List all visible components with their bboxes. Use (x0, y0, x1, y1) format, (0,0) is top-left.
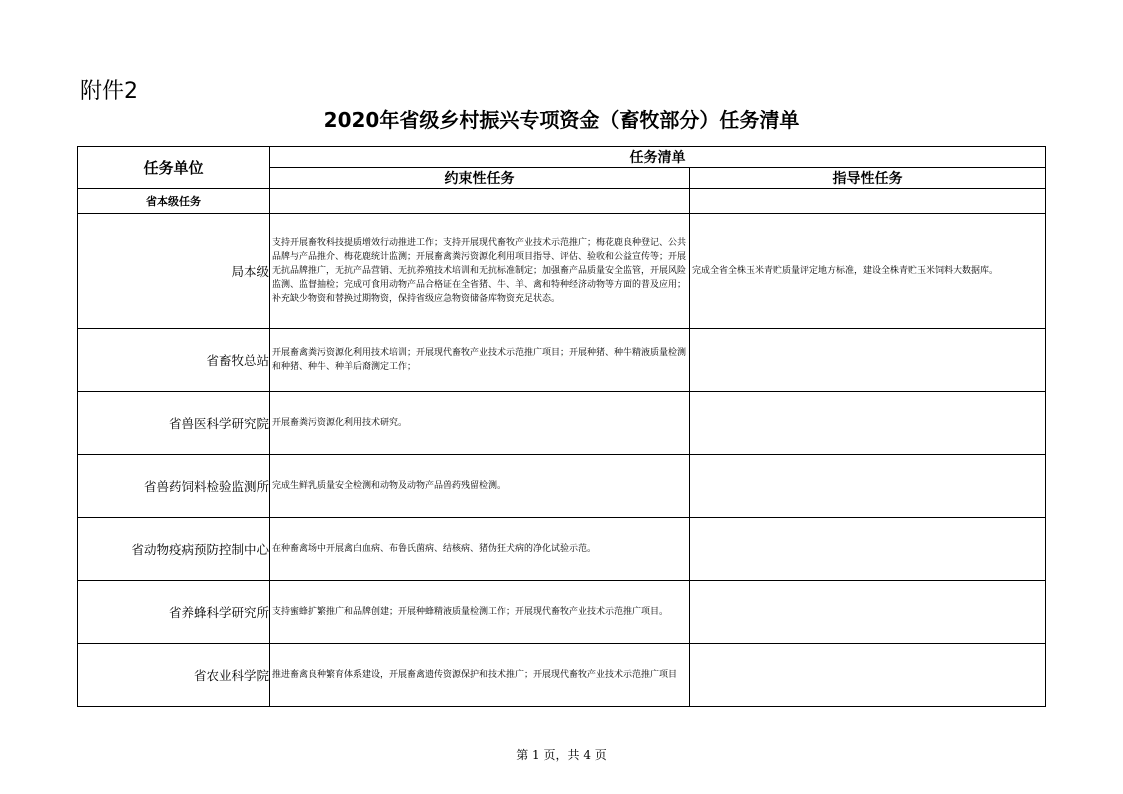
binding-task: 支持蜜蜂扩繁推广和品牌创建；开展种蜂精液质量检测工作；开展现代畜牧产业技术示范推广项目。 (270, 581, 690, 644)
binding-task: 支持开展畜牧科技提质增效行动推进工作；支持开展现代畜牧产业技术示范推广；梅花鹿良种登记、公共品牌与产品推介、梅花鹿统计监测；开展畜禽粪污资源化利用项目指导、评估、验收和公益宣传等；开展无抗品牌推广，无抗产品营销、无抗养殖技术培训和无抗标准制定；加强畜产品质量安全监管，开展风险监测、监督抽检；完成可食用动物产品合格证在全省猪、牛、羊、禽和特种经济动物等方面的普及应用；补充缺少物资和替换过期物资，保持省级应急物资储备库物资充足状态。 (270, 214, 690, 329)
binding-task: 推进畜禽良种繁育体系建设，开展畜禽遗传资源保护和技术推广；开展现代畜牧产业技术示范推广项目 (270, 644, 690, 707)
task-table (77, 146, 1046, 707)
guiding-task (690, 644, 1046, 707)
header-unit: 任务单位 (78, 147, 270, 189)
task-unit: 省动物疫病预防控制中心 (78, 518, 270, 581)
section-provincial-tasks: 省本级任务 (78, 189, 270, 214)
table-row (78, 518, 1046, 581)
table-row (78, 329, 1046, 392)
header-guiding-tasks: 指导性任务 (690, 168, 1046, 189)
binding-task: 完成生鲜乳质量安全检测和动物及动物产品兽药残留检测。 (270, 455, 690, 518)
task-unit: 省畜牧总站 (78, 329, 270, 392)
binding-task: 开展畜粪污资源化利用技术研究。 (270, 392, 690, 455)
page-number: 第 1 页，共 4 页 (516, 748, 607, 762)
task-unit: 省农业科学院 (78, 644, 270, 707)
guiding-task (690, 455, 1046, 518)
table-row (78, 581, 1046, 644)
guiding-task (690, 392, 1046, 455)
header-binding-tasks: 约束性任务 (270, 168, 690, 189)
guiding-task (690, 581, 1046, 644)
section-guiding-empty (690, 189, 1046, 214)
guiding-task (690, 518, 1046, 581)
attachment-label: 附件2 (80, 79, 138, 104)
task-unit: 省兽药饲料检验监测所 (78, 455, 270, 518)
document-title: 2020年省级乡村振兴专项资金（畜牧部分）任务清单 (323, 108, 800, 132)
binding-task: 在种畜禽场中开展禽白血病、布鲁氏菌病、结核病、猪伪狂犬病的净化试验示范。 (270, 518, 690, 581)
table-row (78, 214, 1046, 329)
task-unit: 省兽医科学研究院 (78, 392, 270, 455)
table-row (78, 392, 1046, 455)
header-task-list: 任务清单 (270, 147, 1046, 168)
task-unit: 局本级 (78, 214, 270, 329)
section-binding-empty (270, 189, 690, 214)
guiding-task: 完成全省全株玉米青贮质量评定地方标准，建设全株青贮玉米饲料大数据库。 (690, 214, 1046, 329)
task-unit: 省养蜂科学研究所 (78, 581, 270, 644)
binding-task: 开展畜禽粪污资源化利用技术培训；开展现代畜牧产业技术示范推广项目；开展种猪、种牛精液质量检测和种猪、种牛、种羊后裔测定工作； (270, 329, 690, 392)
table-row (78, 644, 1046, 707)
guiding-task (690, 329, 1046, 392)
table-row (78, 455, 1046, 518)
